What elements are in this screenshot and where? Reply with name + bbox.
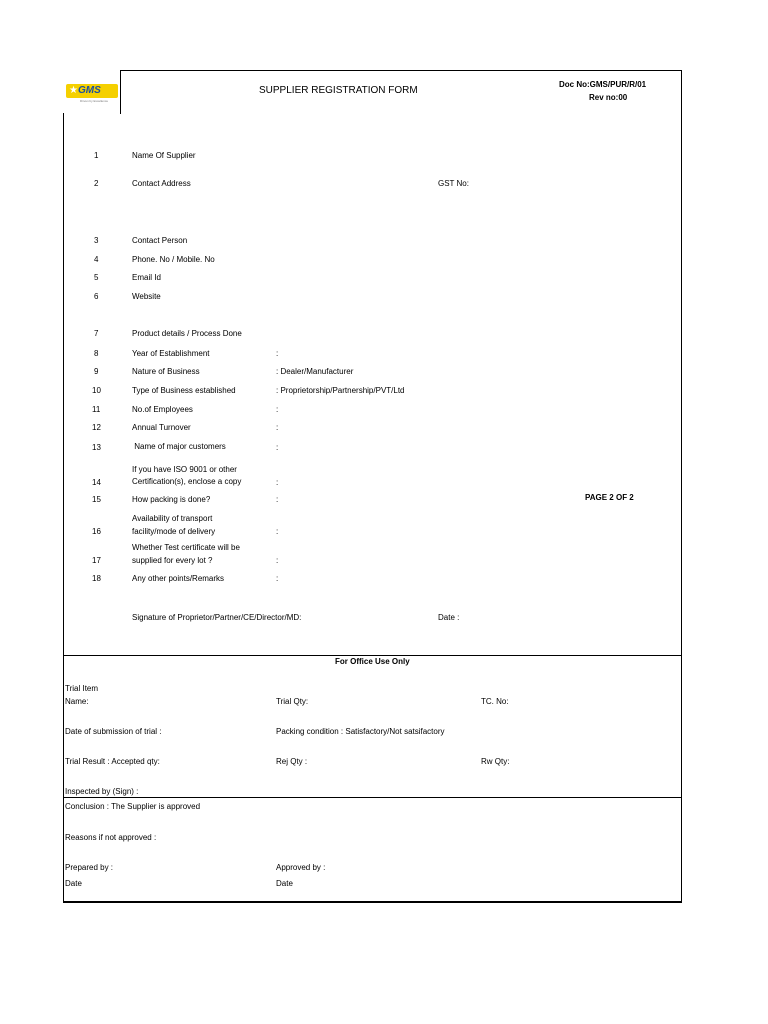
approved-by-label: Approved by : [276,863,326,872]
row-number: 12 [92,423,101,432]
row-value: : [276,478,279,487]
rejected-qty-label: Rej Qty : [276,757,308,766]
office-use-heading: For Office Use Only [335,657,410,666]
row-number: 3 [94,236,99,245]
row-number: 16 [92,527,101,536]
row-value: : [276,423,279,432]
row-value: : [276,574,279,583]
row-label: Contact Person [132,236,188,245]
row-number: 14 [92,478,101,487]
row-number: 15 [92,495,101,504]
row-value: : [276,405,279,414]
row-value: : Dealer/Manufacturer [276,367,354,376]
row-label-line2: facility/mode of delivery [132,527,216,536]
row-number: 10 [92,386,101,395]
row-value: : [276,495,279,504]
logo-tagline: Driven by Excellence [80,99,109,103]
row-number: 18 [92,574,101,583]
row-number: 5 [94,273,99,282]
row-number: 2 [94,179,99,188]
prepared-date-label: Date [65,879,82,888]
row-label: No.of Employees [132,405,193,414]
doc-number: Doc No:GMS/PUR/R/01 [559,80,647,89]
signature-date-label: Date : [438,613,460,622]
row-label-line2: supplied for every lot ? [132,556,213,565]
row-label-line1: Whether Test certificate will be [132,543,240,552]
row-number: 13 [92,443,101,452]
outer-left-border [63,113,64,902]
inspected-by-label: Inspected by (Sign) : [65,787,139,796]
company-logo [66,84,118,98]
office-section-divider [63,655,682,656]
row-label: How packing is done? [132,495,211,504]
outer-bottom-border [63,901,682,903]
row-number: 6 [94,292,99,301]
row-label: Contact Address [132,179,191,188]
row-value: : Proprietorship/Partnership/PVT/Ltd [276,386,405,395]
gst-number-label: GST No: [438,179,469,188]
conclusion-label: Conclusion : The Supplier is approved [65,802,201,811]
form-title: SUPPLIER REGISTRATION FORM [259,85,418,96]
star-icon: ★ [69,85,78,96]
row-label-line1: If you have ISO 9001 or other [132,465,237,474]
outer-top-border [120,70,682,71]
row-number: 7 [94,329,99,338]
logo-text: GMS [78,85,101,96]
row-label: Website [132,292,161,301]
row-label: Year of Establishment [132,349,210,358]
prepared-by-label: Prepared by : [65,863,114,872]
row-number: 17 [92,556,101,565]
signature-label: Signature of Proprietor/Partner/CE/Director/MD: [132,613,302,622]
revision-number: Rev no:00 [589,93,628,102]
row-label: Name of major customers [132,442,226,451]
row-value: : [276,349,279,358]
page-indicator: PAGE 2 OF 2 [585,493,634,502]
row-value: : [276,443,279,452]
row-label: Product details / Process Done [132,329,242,338]
row-value: : [276,556,279,565]
outer-right-border [681,70,682,902]
row-label: Any other points/Remarks [132,574,225,583]
row-label: Type of Business established [132,386,236,395]
trial-item-label-line1: Trial Item [65,684,99,693]
conclusion-section-divider [63,797,682,798]
tc-number-label: TC. No: [481,697,509,706]
header-divider [120,70,121,114]
trial-result-label: Trial Result : Accepted qty: [65,757,160,766]
row-number: 9 [94,367,99,376]
row-label: Phone. No / Mobile. No [132,255,215,264]
row-number: 8 [94,349,99,358]
row-label: Annual Turnover [132,423,191,432]
row-label-line1: Availability of transport [132,514,213,523]
row-value: : [276,527,279,536]
packing-condition-label: Packing condition : Satisfactory/Not satsifactory [276,727,445,736]
row-label: Email Id [132,273,161,282]
row-number: 1 [94,151,99,160]
date-of-submission-label: Date of submission of trial : [65,727,162,736]
approved-date-label: Date [276,879,293,888]
rework-qty-label: Rw Qty: [481,757,510,766]
row-label: Nature of Business [132,367,200,376]
row-label: Name Of Supplier [132,151,196,160]
reasons-not-approved-label: Reasons if not approved : [65,833,157,842]
row-number: 11 [92,405,101,414]
row-number: 4 [94,255,99,264]
trial-item-label-line2: Name: [65,697,89,706]
row-label-line2: Certification(s), enclose a copy [132,477,242,486]
trial-qty-label: Trial Qty: [276,697,309,706]
